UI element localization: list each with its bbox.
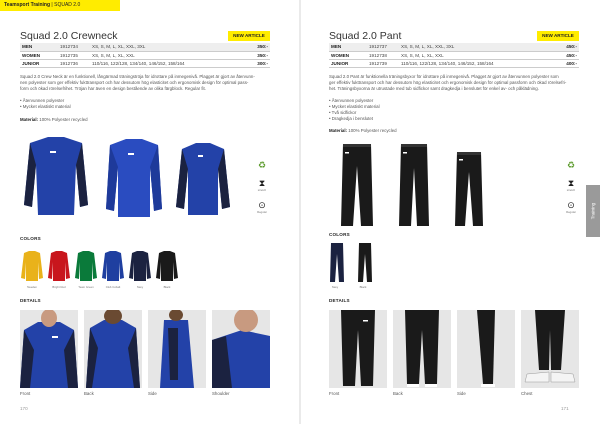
detail-image-front [329,310,387,388]
section-side-tab: Training [586,185,600,237]
section-header: Teamsport Training | SQUAD 2.0 [0,0,120,11]
crewneck-product-images [20,135,240,223]
table-row: JUNIOR 1912739 110/116, 122/128, 134/140, 146/152, 158/164 400:- [331,60,577,66]
recycle-icon: ♻ [566,160,576,170]
feature-icons [254,160,270,222]
detail-image-chest [521,310,579,388]
crewneck-women-image [106,139,162,217]
details-heading: DETAILS [329,298,350,303]
table-row: WOMEN 1912735 XS, S, M, L, XL, XXL 350:- [22,52,268,58]
recycle-icon: ♻ [257,160,267,170]
swatch-label: Team Green [78,285,94,289]
list-item: • Mycket elastiskt material [20,104,71,109]
color-swatch [47,250,71,282]
price-table [329,43,579,68]
swatch-label: Navy [136,285,144,289]
feature-list [329,98,380,122]
material-info: Material: 100% Polyester recycled [20,117,88,122]
swatch-navy [330,243,344,282]
price-table [20,43,270,68]
new-article-badge: NEW ARTICLE [228,31,270,41]
feature-icons [563,160,579,222]
swatch-label: Bright Red [52,285,66,289]
product-description: Squad 2.0 Pant är funktionella träningsbyxor för idrottare på inmegenivå. Plagget är gjort av återvunnen polyester som ger effektiv fukttransport och har dessutom hög elasticitet och ergonomisk design för optimal passform och ökad rörelsefri- het. Träningsbyxorna är utrustade med tub sidfickor samt dragkedja i benslutet för enkel av- och påklädning. [329,74,567,91]
detail-label: Front [329,391,340,396]
page-number: 170 [20,406,28,411]
detail-image-back [84,310,142,388]
detail-label: Side [457,391,466,396]
pant-color-swatches [329,242,379,282]
feature-list [20,98,71,110]
list-item: • Återvunnen polyester [329,98,374,103]
table-row: WOMEN 1912738 XS, S, M, L, XL, XXL 450:- [331,52,577,58]
swatch-label: Navy [331,285,339,289]
list-item: • Två sidfickor [329,110,357,115]
detail-image-side [148,310,206,388]
new-article-badge: NEW ARTICLE [537,31,579,41]
table-row: JUNIOR 1912736 110/116, 122/128, 134/140, 146/152, 158/164 300:- [22,60,268,66]
color-swatch [128,250,152,282]
product-title: Squad 2.0 Pant [329,30,402,42]
detail-label: Chest [521,391,533,396]
regular-fit-icon: ⊙ Regular [257,200,267,214]
table-row: MEN 1912737 XS, S, M, L, XL, XXL, 3XL 450:- [331,44,577,50]
pant-product-images [337,142,497,228]
detail-image-side [457,310,515,388]
stretch-icon: ⧗ stretch [566,178,576,192]
crewneck-men-image [24,137,88,215]
pant-women-image [399,144,429,226]
color-swatch [20,250,44,282]
stretch-icon: ⧗ stretch [257,178,267,192]
color-swatch [74,250,98,282]
table-row: MEN 1912734 XS, S, M, L, XL, XXL, 3XL 350:- [22,44,268,50]
crewneck-junior-image [176,143,230,215]
detail-image-front [20,310,78,388]
color-swatch [101,250,125,282]
regular-fit-icon: ⊙ Regular [566,200,576,214]
detail-label: Back [84,391,94,396]
list-item: • Mycket elastiskt material [329,104,380,109]
pant-junior-image [455,152,483,226]
left-page [0,0,299,424]
pant-men-image [341,144,373,226]
swatch-label: Club Cobalt [105,285,121,289]
product-description: Squad 2.0 Crew Neck är en funktionell, långärmad träningströja för idrottare på inmegenivå. Plagget är gjort av återvunn- nen polyester som ger effektiv fukttransport och har dessutom hög elasticitet och ergonomisk design för optimal pass- form och ökad rörelsefrihet. Tröjan har även en design bestående av olika färgblock. Regular fit. [20,74,255,91]
detail-image-back [393,310,451,388]
swatch-label: Sweden [26,285,38,289]
detail-label: Shoulder [212,391,230,396]
swatch-label: Black [163,285,171,289]
section-sub: SQUAD 2.0 [54,2,81,8]
swatch-label: Black [359,285,367,289]
colors-heading: COLORS [329,232,350,237]
product-title: Squad 2.0 Crewneck [20,30,118,42]
page-number: 171 [561,406,569,411]
list-item: • Återvunnen polyester [20,98,65,103]
list-item: • Dragkedja i benslutet [329,116,374,121]
colors-heading: COLORS [20,236,41,241]
color-swatch [155,250,179,282]
detail-image-shoulder [212,310,270,388]
section-name: Teamsport Training [4,2,51,8]
detail-label: Back [393,391,403,396]
material-info: Material: 100% Polyester recycled [329,128,397,133]
detail-label: Side [148,391,157,396]
detail-label: Front [20,391,31,396]
swatch-black [358,243,372,282]
details-heading: DETAILS [20,298,41,303]
right-page [301,0,600,424]
